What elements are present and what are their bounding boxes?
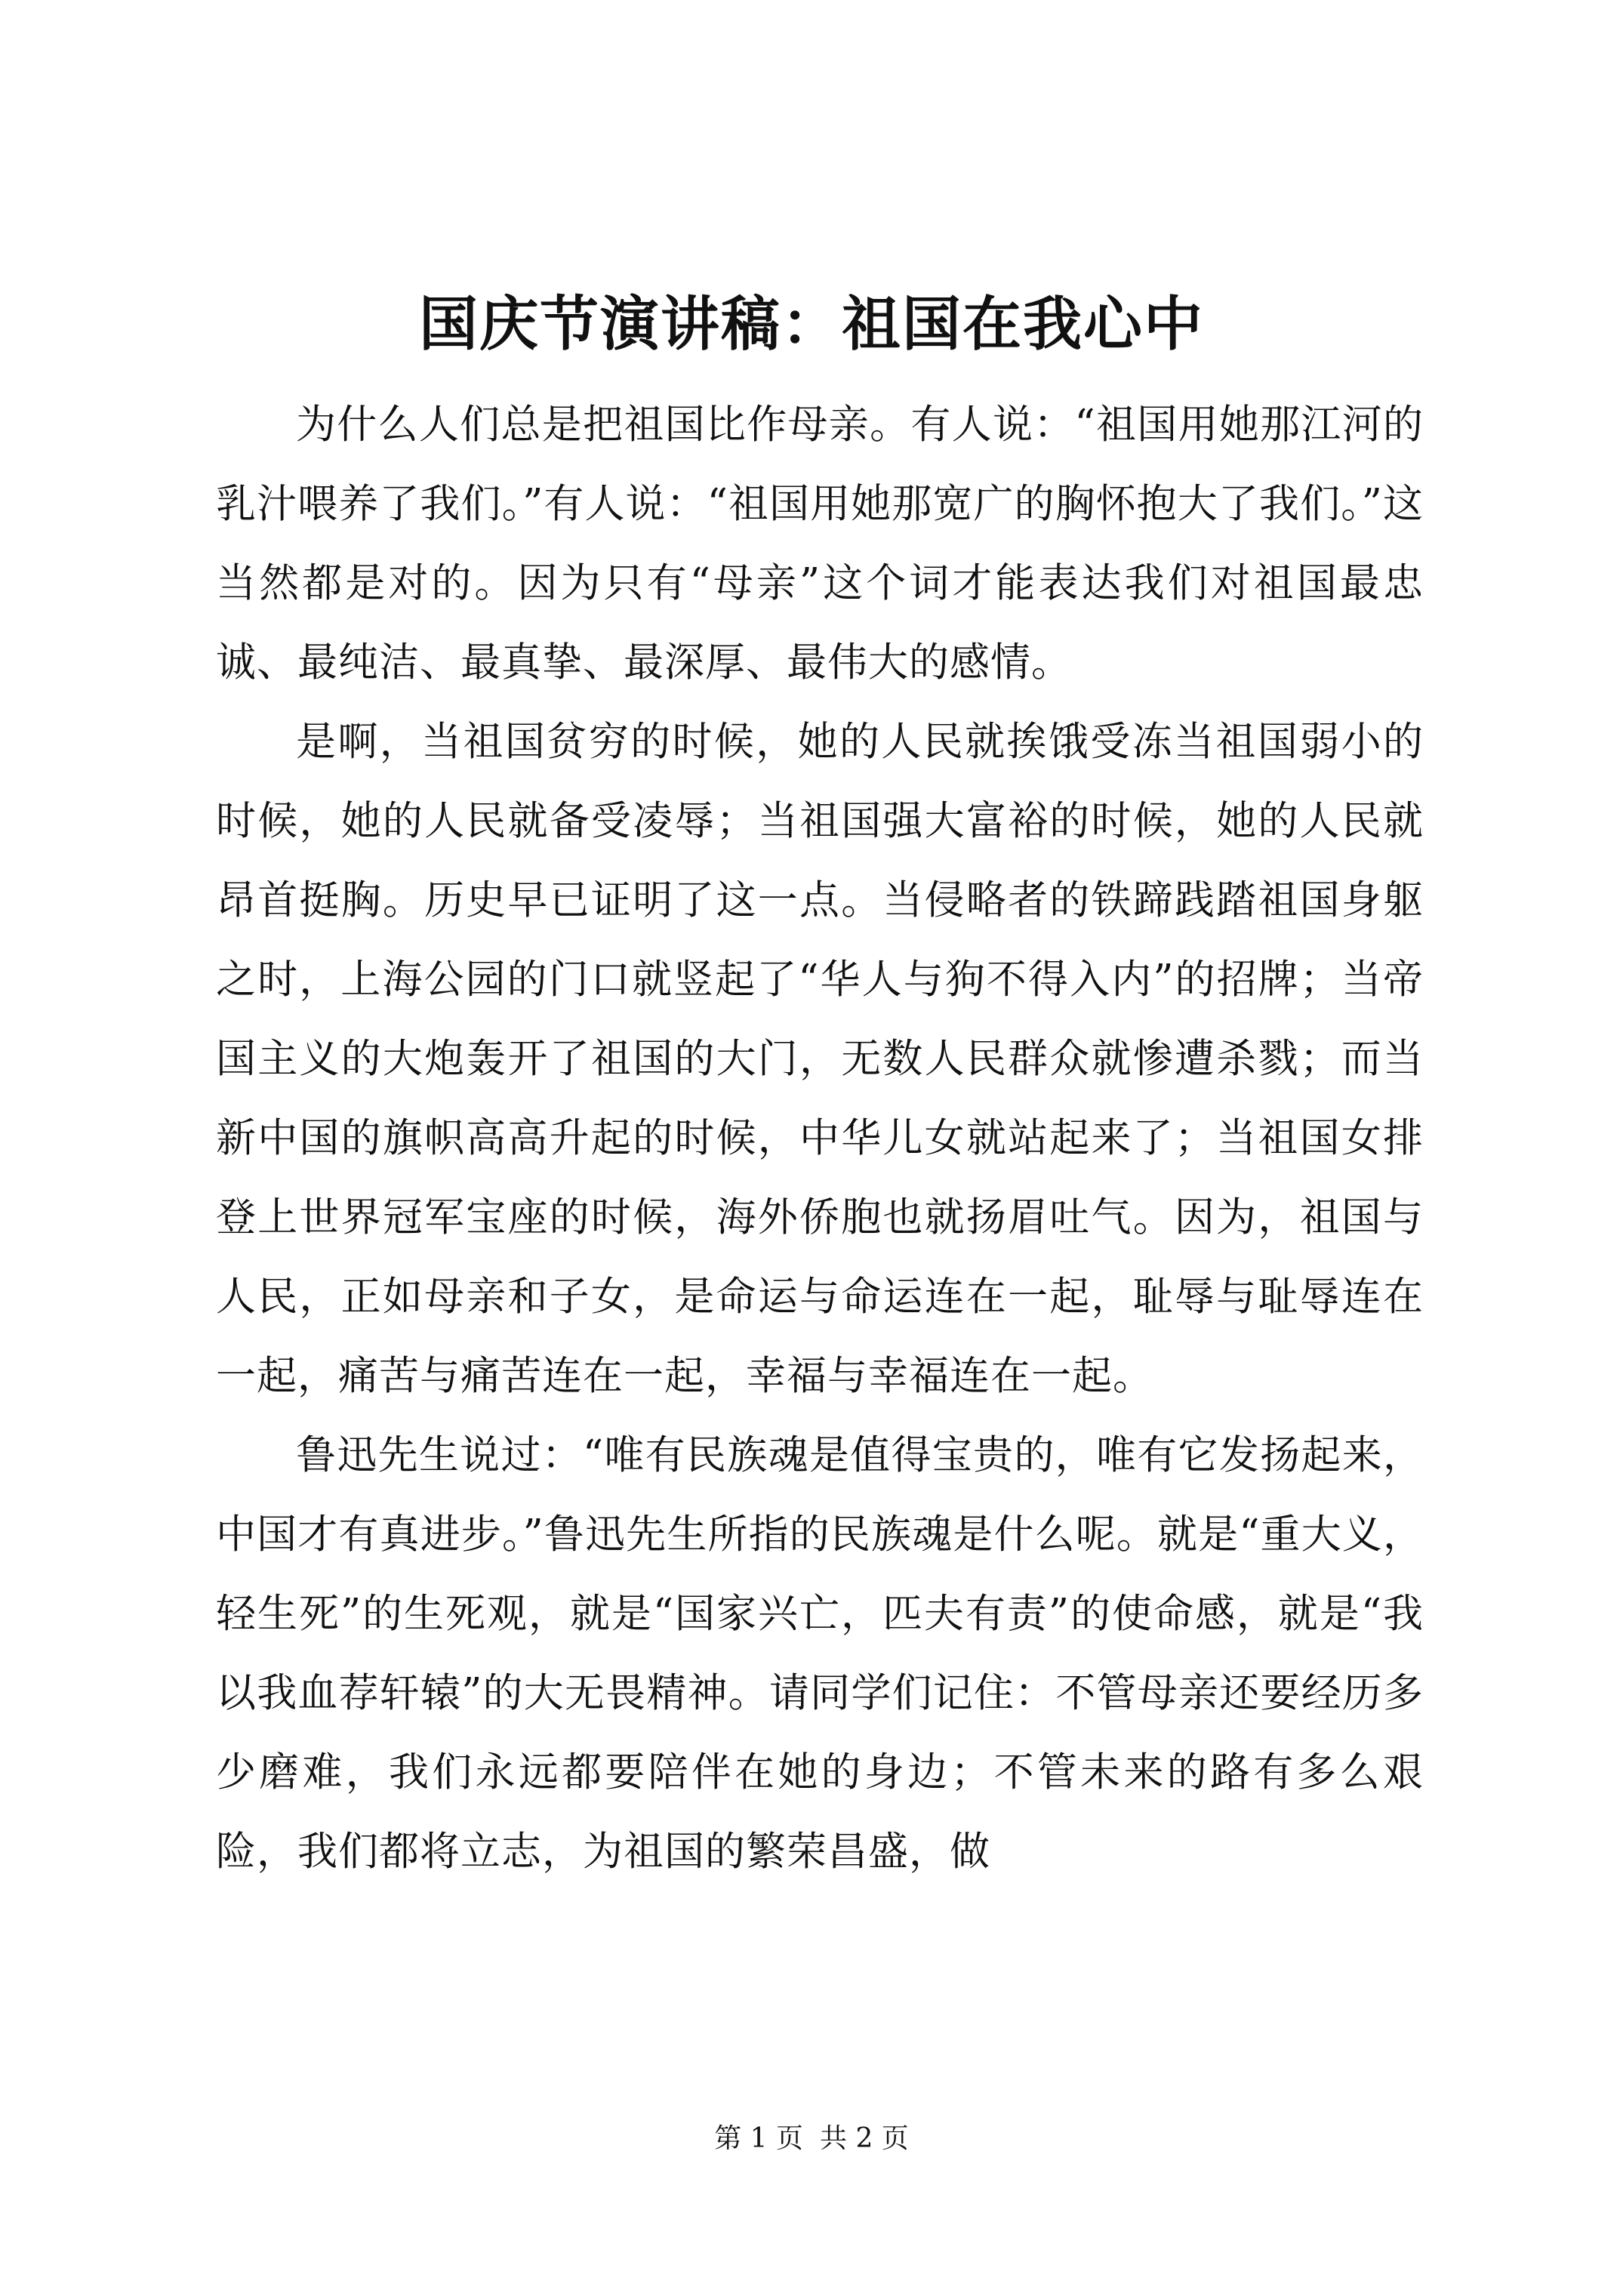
document-title: 国庆节演讲稿：祖国在我心中 (418, 290, 1204, 359)
page-footer (0, 2120, 1623, 2158)
paragraph-1: 为什么人们总是把祖国比作母亲。有人说：“祖国用她那江河的乳汁喂养了我们。”有人说：“祖国用她那宽广的胸怀抱大了我们。”这当然都是对的。因为只有“母亲”这个词才能表达我们对祖国最忠诚、最纯洁、最真挚、最深厚、最伟大的感情。 (216, 402, 1424, 686)
document-body (216, 385, 1424, 1891)
page-number: 第 1 页 (714, 2123, 803, 2154)
page-total: 共 2 页 (820, 2123, 909, 2154)
paragraph-2: 是啊，当祖国贫穷的时候，她的人民就挨饿受冻当祖国弱小的时候，她的人民就备受凌辱；当祖国强大富裕的时候，她的人民就昂首挺胸。历史早已证明了这一点。当侵略者的铁蹄践踏祖国身躯之时，上海公园的门口就竖起了“华人与狗不得入内”的招牌；当帝国主义的大炮轰开了祖国的大门，无数人民群众就惨遭杀戮；而当新中国的旗帜高高升起的时候，中华儿女就站起来了；当祖国女排登上世界冠军宝座的时候，海外侨胞也就扬眉吐气。因为，祖国与人民，正如母亲和子女，是命运与命运连在一起，耻辱与耻辱连在一起，痛苦与痛苦连在一起，幸福与幸福连在一起。 (216, 719, 1424, 1399)
paragraph-3: 鲁迅先生说过：“唯有民族魂是值得宝贵的，唯有它发扬起来，中国才有真进步。”鲁迅先生所指的民族魂是什么呢。就是“重大义，轻生死”的生死观，就是“国家兴亡，匹夫有责”的使命感，就是“我以我血荐轩辕”的大无畏精神。请同学们记住：不管母亲还要经历多少磨难，我们永远都要陪伴在她的身边；不管未来的路有多么艰险，我们都将立志，为祖国的繁荣昌盛，做 (216, 1432, 1424, 1875)
